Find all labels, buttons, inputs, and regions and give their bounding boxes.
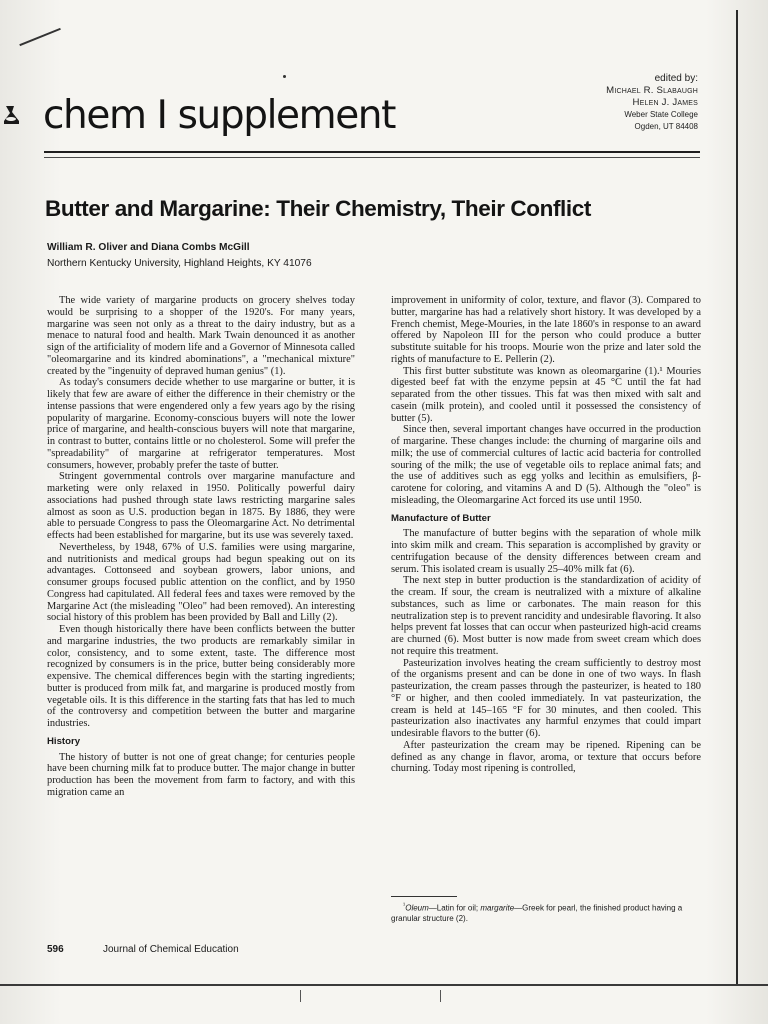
paragraph: Stringent governmental controls over margarine manufacture and marketing were only relaxed in 1950. Politically powerful dairy associations had pushed through state laws restricting margarine sales almost as soon as U.S. production began in 1875. By 1886, they were able to persuade Congress to pass the Oleomargarine Act. No detrimental effects had been established for margarine, but its use was severely taxed. <box>47 471 355 541</box>
paragraph: This first butter substitute was known as oleomargarine (1).¹ Mouries digested beef fat with the enzyme pepsin at 45 °C until the fat had separated from the other tissues. This fat was then mixed with salt and casein (milk protein), and cooled until it possessed the consistency of butter (5). <box>391 365 701 424</box>
paragraph: The manufacture of butter begins with the separation of whole milk into skim milk and cream. This separation is accomplished by gravity or centrifugation because of the density differences between cream and serum. This isolated cream is usually 25–40% milk fat (6). <box>391 528 701 575</box>
paragraph: As today's consumers decide whether to use margarine or butter, it is likely that few are aware of either the difference in their chemistry or the intense passions that were engendered only a few years ago by the rising popularity of margarine. Economy-conscious buyers will note the lower price of margarine, and health-conscious buyers will note that margarine, in contrast to butter, contains little or no cholesterol. Some will prefer the "spreadability" of margarine at refrigerator temperatures. Most consumers, however, probably prefer the taste of butter. <box>47 377 355 471</box>
footnote-term: Oleum <box>405 903 429 913</box>
page-number: 596 <box>47 944 64 955</box>
footnote-text: —Latin for oil; <box>428 903 481 913</box>
page-bottom-rule <box>0 984 768 986</box>
scan-mark <box>440 990 441 1002</box>
flask-logo-icon <box>2 103 26 127</box>
paragraph: After pasteurization the cream may be ripened. Ripening can be defined as any change in flavor, aroma, or texture that occurs before churning. Today most ripening is controlled, <box>391 739 701 775</box>
paragraph: The wide variety of margarine products on grocery shelves today would be surprising to a shopper of the 1920's. For many years, margarine was seen not only as a threat to the dairy industry, but as a menace to natural food and health. Mark Twain denounced it as another sign of the artificiality of modern life and a Governor of Minnesota called "oleomargarine and its kindred abominations", a "mechanical mixture" created by the "ingenuity of depraved human genius" (1). <box>47 295 355 377</box>
scan-mark <box>300 990 301 1002</box>
footnote-term: margarite <box>480 903 515 913</box>
body-column-left <box>47 295 355 799</box>
scan-speck <box>283 75 286 78</box>
section-title: chem I supplement <box>43 93 396 138</box>
page-edge-rule <box>736 10 738 985</box>
editor-name: Michael R. Slabaugh <box>606 85 698 96</box>
section-heading-manufacture: Manufacture of Butter <box>391 512 491 524</box>
section-heading-history: History <box>47 735 81 747</box>
footnote-mark: ¹ <box>403 902 406 909</box>
paragraph: Nevertheless, by 1948, 67% of U.S. families were using margarine, and nutritionists and medical groups had begun speaking out on its advantages. Cottonseed and soybean growers, labor unions, and consumer groups focused public attention on the conflict, and by 1950 Congress had capitulated. All federal fees and taxes were removed by the Margarine Act (the misleading "Oleo" had been removed). An interesting social history of this problem has been provided by Ball and Lilly (2). <box>47 541 355 624</box>
editor-affiliation: Ogden, UT 84408 <box>634 122 698 131</box>
author-affiliation: Northern Kentucky University, Highland Heights, KY 41076 <box>47 258 312 269</box>
editor-affiliation: Weber State College <box>624 110 698 119</box>
footnote-text: —Greek for pearl, the finished product having a granular structure (2). <box>391 903 683 924</box>
header-rule <box>44 157 700 158</box>
footnote-rule <box>391 896 457 897</box>
body-column-right <box>391 295 701 775</box>
paragraph: Since then, several important changes have occurred in the production of margarine. These changes include: the churning of margarine oils and milk; the use of commercial cultures of lactic acid bacteria for controlled souring of the milk; the use of vegetable oils to replace animal fats; and the use of additives such as egg yolks and lecithin as emulsifiers, β-carotene for coloring, and vitamins A and D (5). Although the "oleo" is misleading, the Oleomargarine Act forced its use until 1950. <box>391 424 701 506</box>
edited-by-label: edited by: <box>654 73 698 84</box>
journal-name: Journal of Chemical Education <box>103 944 239 955</box>
paragraph: Pasteurization involves heating the cream sufficiently to destroy most of the organisms present and can be done in one of two ways. In flash pasteurization, the cream passes through the pasteurizer, is heated to 180 °F or higher, and then cooled immediately. In vat pasteurization, the cream is held at 145–165 °F for 30 minutes, and then cooled. This pasteurization also inactivates any harmful enzymes that could impart undesirable flavors to the butter (6). <box>391 657 701 739</box>
header-rule <box>44 151 700 153</box>
paragraph: The next step in butter production is the standardization of acidity of the cream. If sour, the cream is neutralized with a mixture of alkaline substances, such as lime or carbonates. The main reason for this neutralization step is to prevent rancidity and undesirable flavoring. It also helps prevent fat losses that can occur when pasteurized high-acid creams are churned (6). Most butter is now made from sweet cream which does not require this treatment. <box>391 575 701 657</box>
paragraph: Even though historically there have been conflicts between the butter and margarine industries, the two products are remarkably similar in color, consistency, and to some extent, taste. The difference most recognized by consumers is in the price, butter being considerably more expensive. The chemical differences begin with the starting ingredients; butter is produced from milk fat, and margarine is produced mostly from vegetable oils. It is this difference in the starting fats that has led to much of the controversy and competition between the butter and margarine industries. <box>47 624 355 729</box>
article-title: Butter and Margarine: Their Chemistry, Their Conflict <box>45 196 591 221</box>
article-authors: William R. Oliver and Diana Combs McGill <box>47 242 250 253</box>
footnote <box>391 901 703 924</box>
editor-name: Helen J. James <box>632 97 698 108</box>
paragraph: improvement in uniformity of color, texture, and flavor (3). Compared to butter, margarine has had a relatively short history. It was developed by a French chemist, Mege-Mouries, in the late 1860's in response to an award offered by Napoleon III for the person who could produce a butter substitute suitable for his troops. Mourie won the prize and later sold the rights of manufacture to E. Pellerin (2). <box>391 295 701 365</box>
editor-info <box>606 73 698 133</box>
paragraph: The history of butter is not one of great change; for centuries people have been churning milk fat to produce butter. The major change in butter production has been the movement from farm to factory, and with this migration came an <box>47 751 355 798</box>
